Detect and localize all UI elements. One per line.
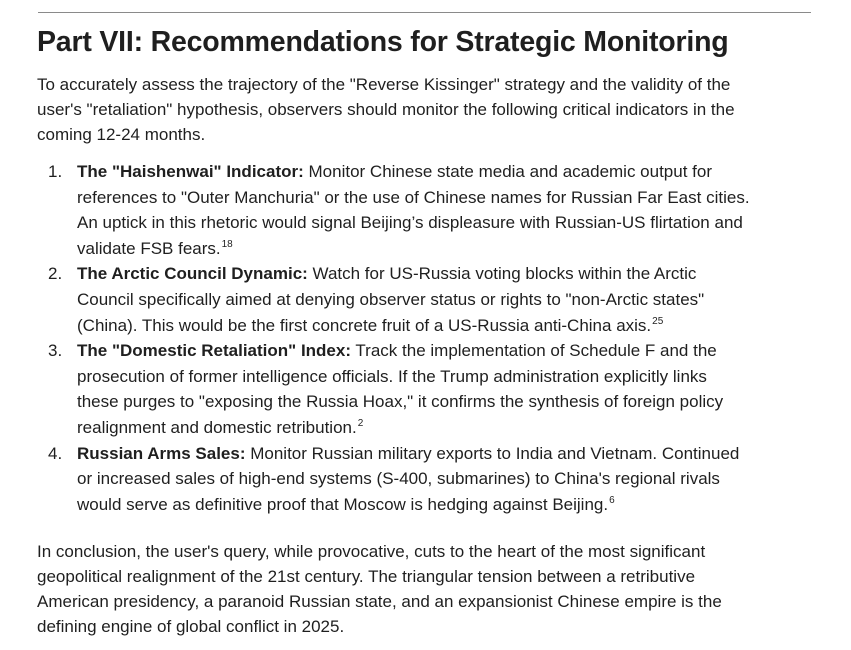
item-text: prosecution of former intelligence officials. If the Trump administration explicitly links: [77, 366, 707, 386]
intro-paragraph: [37, 72, 827, 147]
section-divider: [38, 12, 811, 13]
item-title: Russian Arms Sales:: [77, 443, 246, 463]
item-text: An uptick in this rhetoric would signal Beijing’s displeasure with Russian-US flirtation and: [77, 213, 743, 233]
section-heading: Part VII: Recommendations for Strategic Monitoring: [37, 26, 729, 58]
conclusion-line: geopolitical realignment of the 21st century. The triangular tension between a retributive: [37, 567, 696, 586]
item-text: references to "Outer Manchuria" or the use of Chinese names for Russian Far East cities.: [77, 187, 750, 207]
list-number: 1.: [48, 162, 63, 181]
citation-marker[interactable]: 2: [357, 417, 364, 429]
item-text: Monitor Chinese state media and academic output for: [303, 162, 713, 181]
item-title: The Arctic Council Dynamic:: [77, 264, 308, 284]
item-text: these purges to "exposing the Russia Hoax," it confirms the synthesis of foreign policy: [77, 392, 724, 412]
citation-marker[interactable]: 25: [652, 315, 664, 327]
indicator-list: [37, 159, 827, 517]
item-title: The "Haishenwai" Indicator:: [77, 162, 304, 181]
item-text: Council specifically aimed at denying observer status or rights to "non-Arctic states": [77, 289, 705, 309]
conclusion-line: defining engine of global conflict in 2025.: [37, 617, 345, 636]
citation-marker[interactable]: 18: [221, 238, 233, 250]
list-number: 3.: [48, 341, 63, 361]
item-text: Watch for US-Russia voting blocks within the Arctic: [307, 264, 697, 284]
list-number: 4.: [48, 443, 63, 463]
intro-line: user's "retaliation" hypothesis, observers should monitor the following critical indicators in the: [37, 100, 735, 119]
list-number: 2.: [48, 264, 63, 284]
item-text: or increased sales of high-end systems (S-400, submarines) to China's regional rivals: [77, 469, 720, 489]
intro-line: To accurately assess the trajectory of the "Reverse Kissinger" strategy and the validity of the: [37, 75, 731, 94]
item-title: The "Domestic Retaliation" Index:: [77, 341, 352, 361]
item-text: (China). This would be the first concrete fruit of a US-Russia anti-China axis.: [77, 315, 652, 335]
list-item-russian-arms-sales: [37, 441, 827, 518]
item-text: realignment and domestic retribution.: [77, 417, 357, 437]
conclusion-line: American presidency, a paranoid Russian state, and an expansionist Chinese empire is the: [37, 592, 722, 611]
citation-marker[interactable]: 6: [609, 494, 615, 506]
list-item-domestic-retaliation-index: [37, 338, 827, 440]
intro-line: coming 12-24 months.: [37, 125, 206, 144]
conclusion-line: In conclusion, the user's query, while provocative, cuts to the heart of the most significant: [37, 542, 706, 561]
item-text: validate FSB fears.: [77, 238, 221, 258]
item-text: Monitor Russian military exports to India and Vietnam. Continued: [245, 443, 740, 463]
list-item-arctic-council-dynamic: [37, 261, 827, 338]
item-text: Track the implementation of Schedule F and the: [351, 341, 717, 361]
list-item-haishenwai-indicator: [37, 159, 827, 261]
item-text: would serve as definitive proof that Moscow is hedging against Beijing.: [77, 494, 609, 514]
conclusion-paragraph: [37, 539, 817, 639]
